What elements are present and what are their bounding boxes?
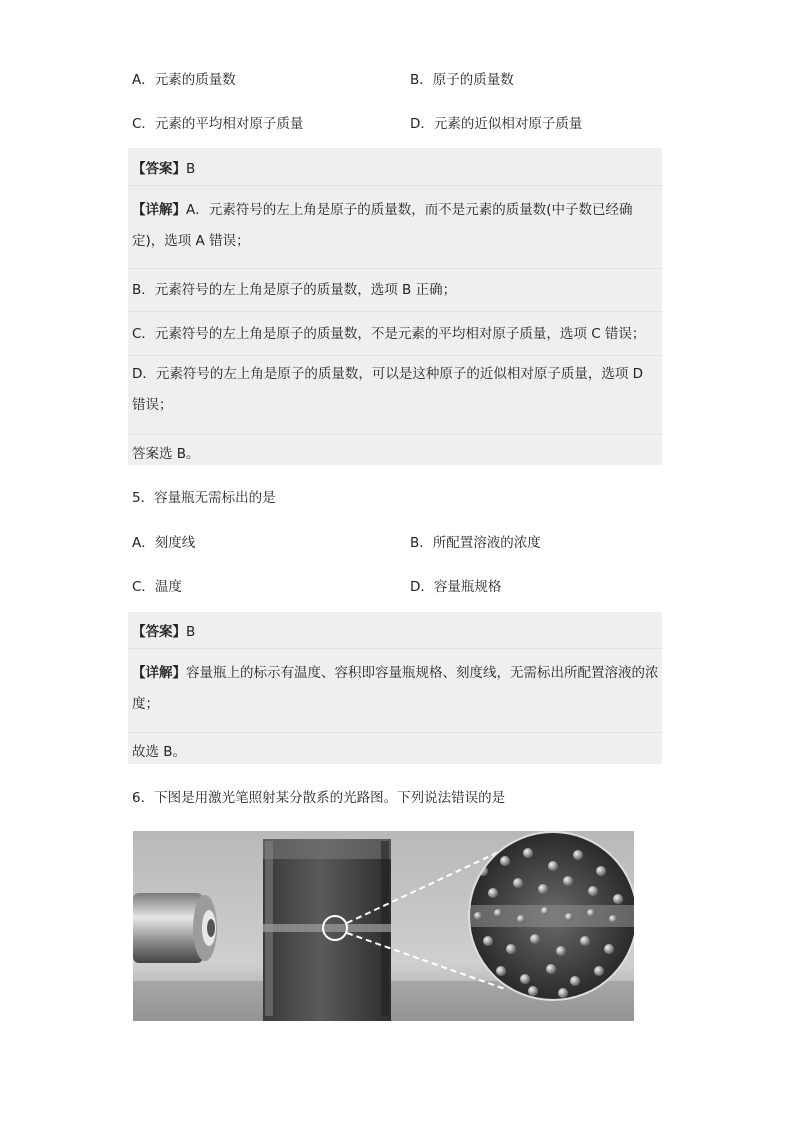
- q5-detail: 【详解】容量瓶上的标示有温度、容积即容量瓶规格、刻度线，无需标出所配置溶液的浓度；: [132, 665, 659, 712]
- q4-detail-a: 【详解】A．元素符号的左上角是原子的质量数，而不是元素的质量数(中子数已经确定)，选项 A 错误；: [132, 202, 633, 249]
- q4-option-b: B．原子的质量数: [410, 72, 514, 88]
- q5-stem: 5．容量瓶无需标出的是: [132, 490, 276, 506]
- q4-answer: 【答案】B: [132, 161, 196, 177]
- q4-conclusion: 答案选 B。: [132, 446, 200, 462]
- q5-option-c: C．温度: [132, 579, 182, 595]
- q5-answer: 【答案】B: [132, 624, 196, 640]
- q6-stem: 6．下图是用激光笔照射某分散系的光路图。下列说法错误的是: [132, 790, 506, 806]
- q4-detail-d: D．元素符号的左上角是原子的质量数，可以是这种原子的近似相对原子质量，选项 D 错误；: [132, 366, 644, 413]
- q5-option-a: A．刻度线: [132, 535, 196, 551]
- particle-zoom-view: [469, 832, 634, 1000]
- beaker: [263, 839, 391, 1021]
- q5-conclusion: 故选 B。: [132, 744, 187, 760]
- q5-option-b: B．所配置溶液的浓度: [410, 535, 541, 551]
- laser-pointer: [133, 893, 217, 963]
- q5-option-d: D．容量瓶规格: [410, 579, 502, 595]
- q4-option-c: C．元素的平均相对原子质量: [132, 116, 304, 132]
- tyndall-effect-figure: [133, 831, 634, 1021]
- q4-detail-c: C．元素符号的左上角是原子的质量数，不是元素的平均相对原子质量，选项 C 错误；: [132, 326, 646, 342]
- q4-detail-b: B．元素符号的左上角是原子的质量数，选项 B 正确；: [132, 282, 457, 298]
- q4-option-d: D．元素的近似相对原子质量: [410, 116, 583, 132]
- q4-option-a: A．元素的质量数: [132, 72, 236, 88]
